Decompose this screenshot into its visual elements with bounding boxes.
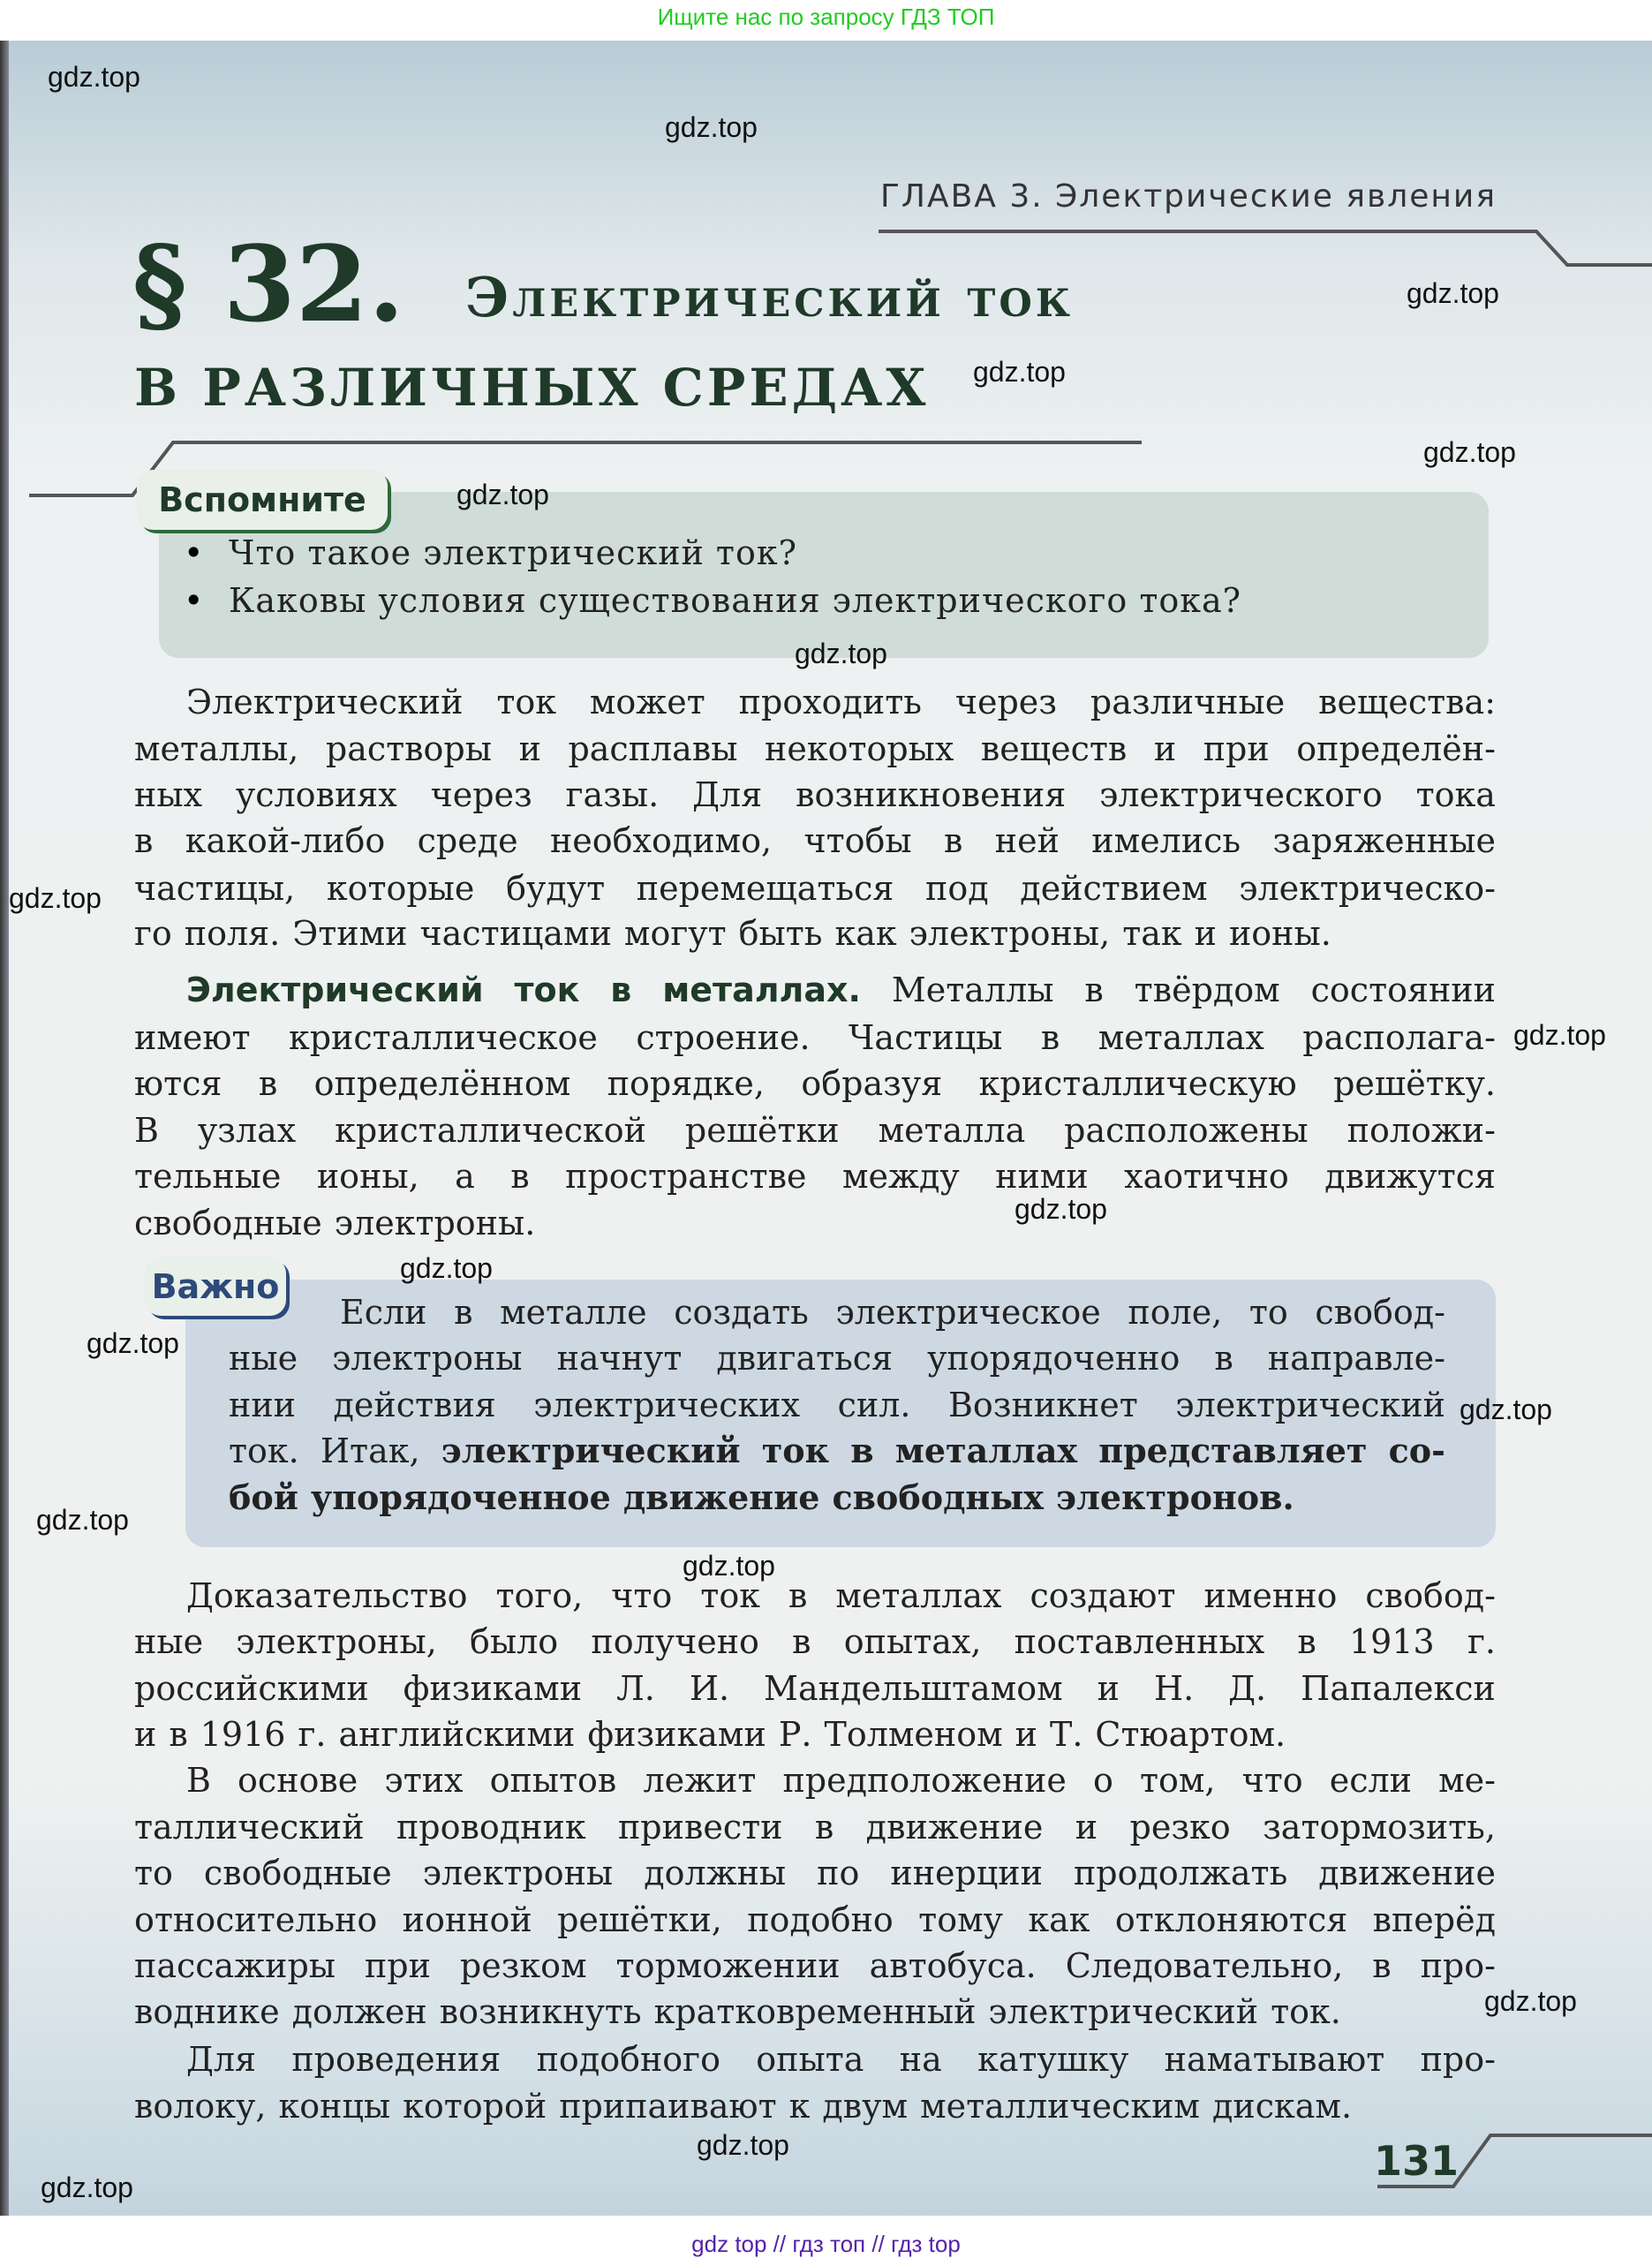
text-word: дискам. [1211, 2087, 1353, 2126]
section-title-line1: Электрический ток [465, 265, 1074, 329]
text-word: начнут [556, 1339, 683, 1378]
text-word: движение [865, 1808, 1044, 1847]
text-word: Если [340, 1293, 427, 1332]
text-line [134, 1943, 1496, 1989]
text-word: решётки, [557, 1900, 722, 1939]
text-line [134, 818, 1496, 864]
text-word: и [1097, 1669, 1120, 1708]
text-word: если [1329, 1761, 1412, 1800]
text-word: поле, [1128, 1293, 1223, 1332]
remember-badge: Вспомните [137, 470, 388, 530]
text-word: проведения [291, 2040, 502, 2079]
text-word: металлическим [920, 2087, 1200, 2126]
text-word: имелись [1091, 821, 1241, 860]
text-line [134, 1153, 1496, 1199]
text-word: Мандельштамом [764, 1669, 1063, 1708]
text-word: двигаться [716, 1339, 894, 1378]
text-word: Для [692, 775, 763, 814]
text-line [186, 967, 1496, 1013]
watermark-text: gdz.top [665, 111, 758, 143]
text-word: при [1203, 729, 1270, 768]
text-word: в [1040, 1018, 1060, 1057]
text-word: электроны [332, 1339, 523, 1378]
text-line [134, 1711, 1496, 1757]
text-word: ионной [402, 1900, 532, 1939]
text-word: электрический [988, 1992, 1259, 2031]
text-word: электроны, [909, 914, 1111, 953]
text-word: возникновения [796, 775, 1067, 814]
text-word: металлы, [134, 729, 299, 768]
bold-term: металлах [894, 1431, 1078, 1470]
text-word: Стюартом. [1095, 1715, 1286, 1754]
top-banner[interactable]: Ищите нас по запросу ГДЗ ТОП [657, 4, 995, 30]
bold-term: Электрический [186, 971, 484, 1009]
text-line [134, 1619, 1496, 1665]
text-word: Л. [616, 1669, 655, 1708]
text-word: как [1028, 1900, 1090, 1939]
text-word: что [1241, 1761, 1303, 1800]
bold-term: электрический [441, 1431, 741, 1470]
text-word: продолжать [1073, 1854, 1288, 1892]
text-word: частицами [419, 914, 612, 953]
text-word: действием [1020, 869, 1208, 908]
text-word: Р. [778, 1715, 812, 1754]
text-word: некоторых [765, 729, 954, 768]
text-word: которые [326, 869, 475, 908]
text-line [134, 1897, 1496, 1943]
watermark-text: gdz.top [1484, 1985, 1577, 2017]
text-word: ток [496, 683, 556, 721]
text-word: кристаллическую [978, 1064, 1297, 1103]
watermark-text: gdz.top [683, 1550, 775, 1582]
text-word: могут [623, 914, 727, 953]
text-word: подобно [747, 1900, 894, 1939]
text-word: нии [229, 1386, 296, 1424]
text-word: опыта [756, 2040, 864, 2079]
text-word: электроны. [334, 1204, 536, 1243]
bold-term: свободных [832, 1477, 1044, 1517]
text-word: проводник [396, 1808, 586, 1847]
text-line [229, 1428, 1445, 1474]
bold-term: ток [514, 971, 580, 1009]
text-word: в [454, 1293, 473, 1332]
text-line [134, 1989, 1496, 2035]
text-word: ются [134, 1064, 223, 1103]
text-word: металлах [1098, 1018, 1264, 1057]
text-word: Электрический [186, 683, 464, 721]
remember-item: Что такое электрический ток? [229, 533, 797, 572]
text-word: тока [1415, 775, 1496, 814]
text-line [134, 1200, 1496, 1246]
text-word: среде [417, 821, 518, 860]
text-word: электрического [1099, 775, 1383, 814]
text-word: металле [500, 1293, 647, 1332]
text-word: ные [134, 1622, 204, 1661]
text-word: российскими [134, 1669, 369, 1708]
text-word: что [611, 1576, 673, 1615]
text-word: расплавы [568, 729, 738, 768]
text-word: затормозить, [1263, 1808, 1496, 1847]
watermark-text: gdz.top [973, 356, 1066, 388]
text-word: концы [278, 2087, 391, 2126]
text-line [134, 910, 1496, 956]
text-word: какой-либо [185, 821, 386, 860]
text-word: Металлы [891, 971, 1054, 1009]
text-word: В [134, 1111, 159, 1150]
text-word: Частицы [849, 1018, 1003, 1057]
text-word: наматывают [1164, 2040, 1385, 2079]
text-word: металлах [835, 1576, 1002, 1615]
text-word: Итак, [320, 1431, 420, 1470]
text-word: вперёд [1372, 1900, 1496, 1939]
text-word: проходить [738, 683, 922, 721]
text-line [229, 1335, 1445, 1381]
text-word: в [134, 821, 154, 860]
text-word: через [430, 775, 532, 814]
text-word: по [817, 1854, 860, 1892]
bold-term: представляет [1098, 1431, 1368, 1470]
text-word: то [1248, 1293, 1288, 1332]
text-word: перемещаться [636, 869, 894, 908]
text-word: направле- [1267, 1339, 1445, 1378]
text-word: электрический [1175, 1386, 1445, 1424]
text-word: в [1084, 971, 1104, 1009]
text-word: Папалекси [1301, 1669, 1496, 1708]
text-word: а [455, 1157, 475, 1196]
text-word: таллический [134, 1808, 365, 1847]
text-word: тому [918, 1900, 1003, 1939]
text-word: Толменом [824, 1715, 1003, 1754]
text-word: определён- [1296, 729, 1496, 768]
bottom-banner[interactable]: gdz top // гдз топ // гдз top [691, 2231, 961, 2257]
text-word: ные [229, 1339, 298, 1378]
text-word: И. [689, 1669, 730, 1708]
bold-term: со- [1388, 1431, 1445, 1470]
text-word: Возникнет [947, 1386, 1138, 1424]
text-word: электрическое [835, 1293, 1101, 1332]
text-word: привести [617, 1808, 783, 1847]
text-word: припаивают [559, 2087, 777, 2126]
text-line [186, 1757, 1496, 1803]
text-line [134, 1061, 1496, 1107]
text-word: отклоняются [1114, 1900, 1348, 1939]
text-word: электрическо- [1239, 869, 1496, 908]
text-word: в [1297, 1622, 1316, 1661]
watermark-text: gdz.top [87, 1327, 179, 1359]
watermark-text: gdz.top [48, 61, 140, 93]
text-word: будут [506, 869, 606, 908]
watermark-text: gdz.top [795, 638, 887, 669]
text-word: и [1153, 729, 1177, 768]
text-word: в [169, 1715, 188, 1754]
text-word: движутся [1324, 1157, 1496, 1196]
text-word: Для [186, 2040, 257, 2079]
text-word: при [364, 1946, 431, 1985]
text-word: Этими [292, 914, 408, 953]
bold-term: ток [761, 1431, 830, 1470]
watermark-text: gdz.top [1407, 277, 1499, 309]
text-word: Н. [1153, 1669, 1195, 1708]
text-word: ме- [1438, 1761, 1496, 1800]
text-line [134, 1107, 1496, 1153]
text-word: тельные [134, 1157, 282, 1196]
text-word: ионы, [316, 1157, 419, 1196]
text-word: электроны, [236, 1622, 437, 1661]
text-word: условиях [235, 775, 397, 814]
text-line [134, 2083, 1496, 2129]
text-word: сил. [837, 1386, 911, 1424]
text-word: о [1092, 1761, 1113, 1800]
text-word: В [186, 1761, 211, 1800]
bold-term: электронов. [1055, 1477, 1294, 1517]
text-word: располага- [1302, 1018, 1496, 1057]
text-word: кристаллической [335, 1111, 646, 1150]
text-word: газы. [565, 775, 660, 814]
text-word: хаотично [1124, 1157, 1289, 1196]
text-word: образуя [801, 1064, 943, 1103]
text-word: в [814, 1808, 834, 1847]
text-word: Т. [1049, 1715, 1083, 1754]
chapter-header: ГЛАВА 3. Электрические явления [879, 178, 1497, 215]
text-word: веществ [980, 729, 1128, 768]
text-word: ных [134, 775, 203, 814]
text-word: состоянии [1310, 971, 1496, 1009]
bold-term: в [850, 1431, 874, 1470]
text-word: быть [738, 914, 823, 953]
text-line [186, 2036, 1496, 2082]
text-line [134, 726, 1496, 772]
text-line [134, 1015, 1496, 1061]
text-word: в [510, 1157, 530, 1196]
remember-item: Каковы условия существования электрического тока? [229, 581, 1242, 620]
text-word: том, [1139, 1761, 1216, 1800]
text-word: именно [1203, 1576, 1338, 1615]
chapter-underline [879, 231, 1652, 265]
text-word: получено [591, 1622, 759, 1661]
text-word: решётки [684, 1111, 840, 1150]
text-word: торможении [615, 1946, 841, 1985]
watermark-text: gdz.top [456, 479, 549, 510]
text-word: частицы, [134, 869, 296, 908]
watermark-text: gdz.top [1513, 1019, 1606, 1051]
text-line [134, 1850, 1496, 1896]
text-line [134, 1666, 1496, 1711]
section-number: § 32. [132, 223, 405, 345]
text-word: в [258, 1064, 278, 1103]
text-line [134, 772, 1496, 818]
text-word: между [841, 1157, 960, 1196]
text-word: про- [1420, 1946, 1496, 1985]
text-word: возникнуть [439, 1992, 642, 2031]
text-word: ток [700, 1576, 760, 1615]
text-word: электроны [422, 1854, 614, 1892]
text-word: создают [1030, 1576, 1176, 1615]
watermark-text: gdz.top [1460, 1394, 1552, 1425]
bold-term: в [610, 971, 632, 1009]
text-word: ток. [1271, 1992, 1341, 2031]
bold-term: металлах. [662, 971, 861, 1009]
section-title-line2: В РАЗЛИЧНЫХ СРЕДАХ [134, 358, 930, 418]
text-word: так [1122, 914, 1182, 953]
watermark-text: gdz.top [36, 1504, 129, 1536]
text-word: вещества: [1318, 683, 1496, 721]
text-word: под [925, 869, 989, 908]
remember-bullet: • [184, 533, 204, 572]
text-word: про- [1420, 2040, 1496, 2079]
text-word: то [134, 1854, 173, 1892]
text-word: того, [495, 1576, 584, 1615]
text-word: инерции [890, 1854, 1043, 1892]
text-word: кристаллическое [288, 1018, 598, 1057]
text-word: электрических [533, 1386, 801, 1424]
page-number: 131 [1374, 2137, 1460, 2185]
text-word: ионы. [1228, 914, 1331, 953]
text-word: через [954, 683, 1057, 721]
text-word: растворы [325, 729, 493, 768]
text-word: действия [333, 1386, 496, 1424]
text-word: предположение [782, 1761, 1067, 1800]
text-word: положи- [1346, 1111, 1496, 1150]
text-line [134, 1804, 1496, 1850]
text-word: движение [1318, 1854, 1496, 1892]
text-word: Следовательно, [1065, 1946, 1344, 1985]
text-word: основе [238, 1761, 358, 1800]
text-line [186, 679, 1496, 725]
watermark-text: gdz.top [41, 2172, 133, 2203]
text-word: 1913 [1349, 1622, 1435, 1661]
text-line [340, 1289, 1445, 1335]
text-word: пассажиры [134, 1946, 336, 1985]
text-word: 1916 [200, 1715, 286, 1754]
text-word: г. [298, 1715, 327, 1754]
text-word: в [792, 1622, 811, 1661]
text-word: двум [822, 2087, 909, 2126]
text-word: определённом [313, 1064, 571, 1103]
text-word: Доказательство [186, 1576, 468, 1615]
text-word: имеют [134, 1018, 251, 1057]
text-word: воднике [134, 1992, 280, 2031]
bold-term: бой [229, 1477, 298, 1517]
text-word: необходимо, [549, 821, 773, 860]
text-word: волоку, [134, 2087, 267, 2126]
text-word: было [470, 1622, 559, 1661]
text-word: свободные [203, 1854, 392, 1892]
text-word: может [589, 683, 705, 721]
text-word: лежит [643, 1761, 757, 1800]
text-word: катушку [977, 2040, 1129, 2079]
text-word: и [1075, 1808, 1098, 1847]
watermark-text: gdz.top [697, 2129, 789, 2161]
text-word: физиками [403, 1669, 583, 1708]
text-word: твёрдом [1134, 971, 1280, 1009]
text-word: металла [878, 1111, 1026, 1150]
text-word: должен [291, 1992, 427, 2031]
text-word: кратковременный [653, 1992, 977, 2031]
text-line [134, 865, 1496, 911]
bold-term: движение [622, 1477, 820, 1517]
text-word: в [788, 1576, 808, 1615]
text-word: в [1372, 1946, 1392, 1985]
text-word: должны [644, 1854, 787, 1892]
watermark-text: gdz.top [9, 882, 102, 914]
watermark-text: gdz.top [1423, 436, 1516, 468]
text-word: в [943, 821, 963, 860]
text-word: резком [459, 1946, 587, 1985]
text-word: на [899, 2040, 942, 2079]
text-word: пространстве [565, 1157, 807, 1196]
text-word: ними [995, 1157, 1089, 1196]
text-word: решётку. [1333, 1064, 1496, 1103]
bold-term: упорядоченное [310, 1477, 611, 1517]
text-word: свободные [134, 1204, 322, 1243]
text-word: которой [403, 2087, 547, 2126]
text-word: и [518, 729, 541, 768]
text-word: этих [384, 1761, 464, 1800]
text-word: как [834, 914, 897, 953]
text-word: и [1194, 914, 1217, 953]
text-word: расположены [1064, 1111, 1309, 1150]
watermark-text: gdz.top [1015, 1193, 1107, 1225]
text-word: в [1214, 1339, 1233, 1378]
text-word: г. [1467, 1622, 1496, 1661]
text-word: Д. [1228, 1669, 1267, 1708]
text-word: узлах [197, 1111, 297, 1150]
text-word: ней [994, 821, 1060, 860]
text-word: свобод- [1365, 1576, 1496, 1615]
text-word: ток. [229, 1431, 299, 1470]
text-word: строение. [636, 1018, 811, 1057]
text-word: опытов [489, 1761, 617, 1800]
text-word: резко [1129, 1808, 1231, 1847]
text-word: физиками [587, 1715, 766, 1754]
text-word: создать [674, 1293, 809, 1332]
text-word: подобного [536, 2040, 720, 2079]
text-word: го [134, 914, 172, 953]
remember-bullet: • [184, 581, 204, 620]
text-word: относительно [134, 1900, 378, 1939]
text-word: свобод- [1315, 1293, 1445, 1332]
text-word: опытах, [843, 1622, 982, 1661]
text-word: заряженные [1272, 821, 1496, 860]
text-word: к [788, 2087, 811, 2126]
text-word: упорядоченно [927, 1339, 1181, 1378]
text-word: английскими [338, 1715, 576, 1754]
text-line [186, 1573, 1496, 1619]
text-word: различные [1090, 683, 1286, 721]
text-word: поля. [184, 914, 281, 953]
text-line [229, 1475, 1445, 1521]
text-word: порядке, [607, 1064, 765, 1103]
text-line [229, 1382, 1445, 1428]
watermark-text: gdz.top [400, 1252, 493, 1284]
text-word: поставленных [1014, 1622, 1265, 1661]
text-word: автобуса. [869, 1946, 1037, 1985]
important-badge: Важно [145, 1258, 286, 1316]
text-word: и [1015, 1715, 1037, 1754]
text-word: чтобы [803, 821, 912, 860]
text-word: и [134, 1715, 157, 1754]
